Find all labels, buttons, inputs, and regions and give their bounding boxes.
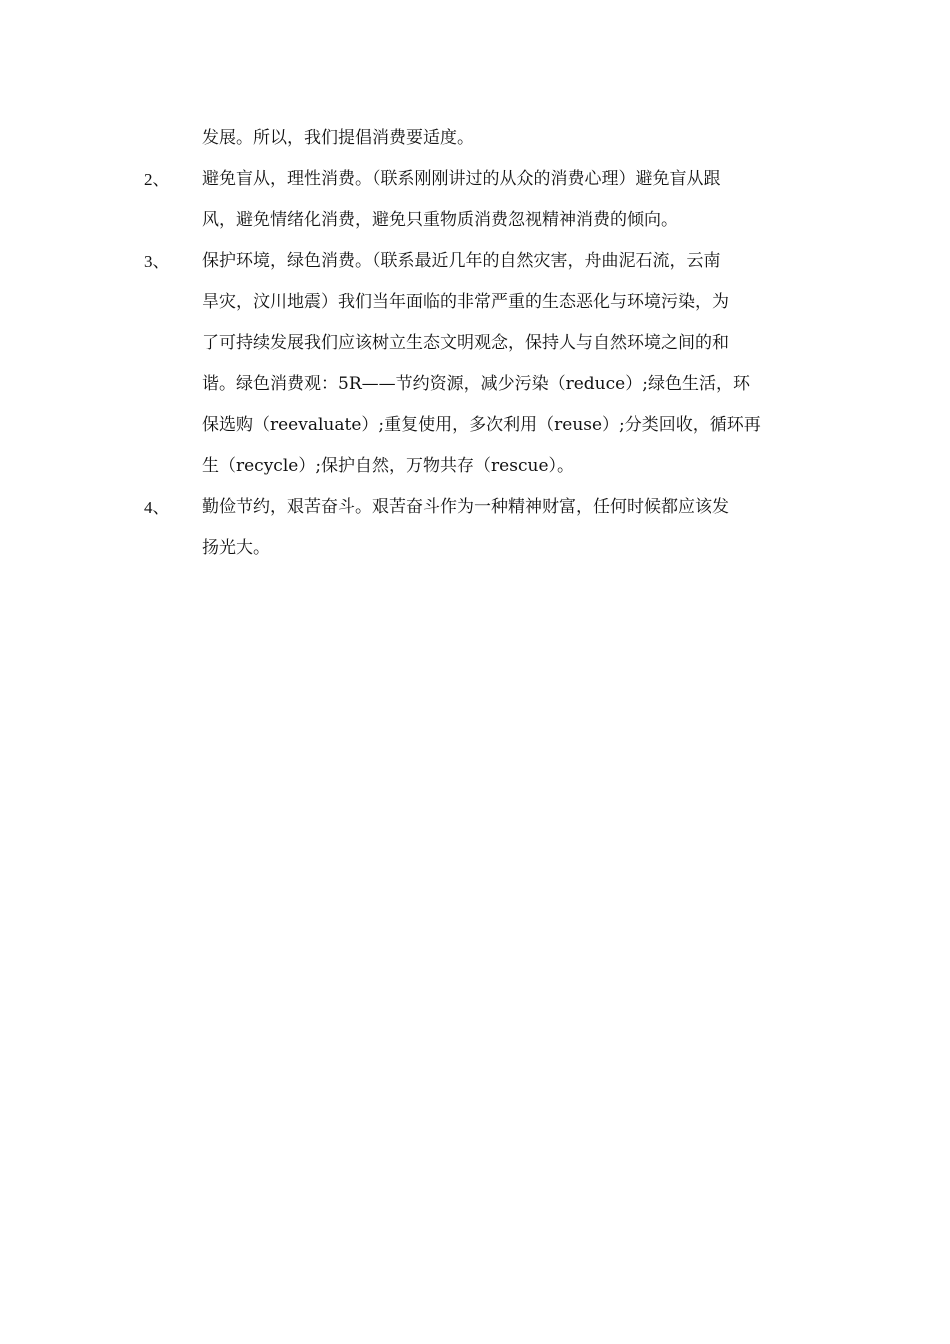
list-item-2 — [144, 159, 806, 241]
list-item-4 — [144, 487, 806, 569]
text-line: 生（recycle）;保护自然，万物共存（rescue）。 — [202, 456, 574, 476]
list-item-text — [202, 159, 806, 241]
text-line: 保选购（reevaluate）;重复使用，多次利用（reuse）;分类回收，循环再 — [202, 415, 761, 435]
list-item-3 — [144, 241, 806, 487]
text-line: 避免盲从，理性消费。（联系刚刚讲过的从众的消费心理）避免盲从跟 — [202, 169, 721, 189]
list-item-text — [202, 241, 806, 487]
list-number: 2、 — [144, 170, 170, 189]
text-line: 了可持续发展我们应该树立生态文明观念，保持人与自然环境之间的和 — [202, 333, 729, 353]
paragraph-continuation: 发展。所以，我们提倡消费要适度。 — [202, 128, 474, 148]
text-line: 扬光大。 — [202, 538, 270, 558]
list-item-text — [202, 487, 806, 569]
text-line: 勤俭节约，艰苦奋斗。艰苦奋斗作为一种精神财富，任何时候都应该发 — [202, 497, 729, 517]
list-number: 4、 — [144, 498, 170, 517]
text-line: 谐。绿色消费观：5R——节约资源，减少污染（reduce）;绿色生活，环 — [202, 374, 750, 394]
list-number: 3、 — [144, 252, 170, 271]
text-line: 保护环境，绿色消费。（联系最近几年的自然灾害，舟曲泥石流，云南 — [202, 251, 721, 271]
text-line: 旱灾，汶川地震）我们当年面临的非常严重的生态恶化与环境污染，为 — [202, 292, 729, 312]
document-body — [144, 118, 806, 569]
text-line: 风，避免情绪化消费，避免只重物质消费忽视精神消费的倾向。 — [202, 210, 678, 230]
